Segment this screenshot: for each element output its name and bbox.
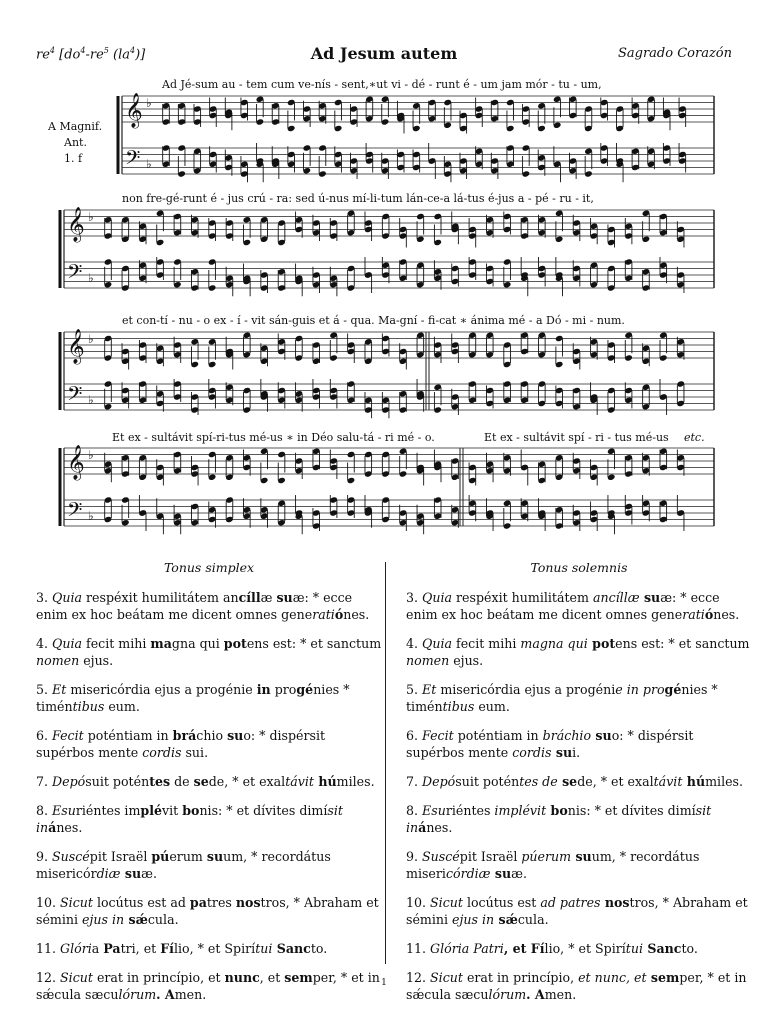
verse-text: nes.	[713, 607, 740, 622]
tonus-solemnis-heading: Tonus solemnis	[530, 560, 628, 575]
verse	[406, 940, 752, 957]
verse-text: su	[276, 590, 293, 605]
verse	[36, 589, 382, 623]
verse-text: su	[120, 866, 142, 881]
verse-text: tibus	[72, 699, 105, 714]
verse-number: 10.	[36, 895, 57, 910]
verse-text: córdiæ	[445, 866, 491, 881]
verse-text: ejus.	[79, 653, 114, 668]
verse-text: et nunc, et	[578, 970, 647, 985]
verse-number: 6.	[36, 728, 49, 743]
verse-list	[36, 589, 382, 1003]
verse-text: su	[227, 728, 244, 743]
verse-text: respéxit humilitátem an	[82, 590, 239, 605]
system2-lyrics: non fre-gé-runt é - jus crú - ra: sed ú-nus mí-li-tum lán-ce-a lá-tus é-jus a - pé - ru - it,	[122, 192, 594, 205]
verse-text: pit Israël	[89, 849, 152, 864]
verse	[406, 727, 752, 761]
verse-text: nies * timén	[406, 682, 718, 714]
verse-text: erum	[169, 849, 207, 864]
verse-text: Glória	[430, 941, 470, 956]
clef-icon: 𝄞	[67, 329, 85, 364]
verse-text: tui	[625, 941, 643, 956]
verse-text: lio, * et Spirí	[173, 941, 256, 956]
verse	[406, 681, 752, 715]
verse-text: vit	[162, 803, 183, 818]
verse	[406, 773, 752, 790]
verse-text: , et Fí	[503, 941, 545, 956]
verse-text: nunc	[224, 970, 260, 985]
clef-icon: ♭	[146, 96, 152, 110]
verse-text: diæ	[96, 866, 121, 881]
verse-text: . A	[156, 987, 175, 1002]
verse-text: se	[193, 774, 209, 789]
verse-number: 9.	[36, 849, 49, 864]
verse-text: tibus	[442, 699, 475, 714]
verse-text: hú	[313, 774, 337, 789]
verse-text: Sanc	[272, 941, 311, 956]
verse-text: nes.	[343, 607, 370, 622]
page-number: 1	[381, 978, 387, 988]
verse-text: . A	[526, 987, 545, 1002]
clef-icon: ♭	[88, 393, 94, 407]
verse-text: pú	[151, 849, 170, 864]
tonus-simplex-column	[36, 560, 382, 1015]
verse-text: riéntes im	[75, 803, 141, 818]
verse-text: tes de	[519, 774, 558, 789]
verse-text: ens est: * et sanctum	[246, 636, 382, 651]
tonus-solemnis-column	[406, 560, 752, 1015]
verse-text: cula.	[517, 912, 549, 927]
verse-number: 9.	[406, 849, 419, 864]
verse-number: 4.	[406, 636, 419, 651]
verse	[36, 635, 382, 669]
verse-text: o: * dispérsit supérbos mente	[36, 728, 326, 760]
verse-text: um, * recordátus misericór	[36, 849, 331, 881]
mode-indicator: $re^4$ [$do^4-re^5$ $(la^4)$]	[36, 46, 146, 63]
verse-number: 10.	[406, 895, 427, 910]
verse-text: plé	[140, 803, 162, 818]
verse-text: Depó	[422, 774, 456, 789]
verse-text: sǽ	[124, 912, 148, 927]
clef-icon: 𝄞	[67, 445, 85, 480]
clef-icon: 𝄞	[125, 93, 143, 128]
verse-text: sit in	[36, 803, 343, 835]
verse-text: poténtiam in	[453, 728, 543, 743]
verse-number: 11.	[36, 941, 57, 956]
verse-number: 11.	[406, 941, 427, 956]
verse-text: to.	[681, 941, 698, 956]
verse-number: 8.	[406, 803, 419, 818]
verse-text: eum.	[104, 699, 140, 714]
verse-text: per, * et in sǽcula sæcu	[36, 970, 380, 1002]
page-title: Ad Jesum autem	[310, 44, 458, 63]
verse-text: Fecit	[52, 728, 84, 743]
clef-icon: 𝄢	[67, 260, 83, 288]
verse-text: Quia	[52, 636, 83, 651]
verse-text: erat in princípio, et	[92, 970, 225, 985]
verse-list	[406, 589, 752, 1003]
system4-lyrics-b: Et ex - sultávit spí - ri - tus mé-us	[484, 431, 669, 444]
verse-text: lio, * et Spirí	[544, 941, 626, 956]
verse-text: i.	[572, 745, 581, 760]
page-header	[36, 44, 732, 66]
verse-text: magna qui	[520, 636, 588, 651]
verse-text: bráchio	[542, 728, 592, 743]
verse-text: fecit mihi	[452, 636, 521, 651]
verse-number: 4.	[36, 636, 49, 651]
verse	[36, 940, 382, 957]
clef-icon: ♭	[88, 509, 94, 523]
verse-text: nis: * et dívites dimí	[567, 803, 696, 818]
verse-text: locútus est	[462, 895, 541, 910]
verse-text: su	[639, 590, 661, 605]
verse-number: 12.	[406, 970, 427, 985]
verse-text: cordis	[512, 745, 552, 760]
verse-text: nomen	[406, 653, 450, 668]
verse-text: riéntes	[445, 803, 495, 818]
verse-text: sui.	[181, 745, 209, 760]
clef-icon: 𝄢	[125, 146, 141, 174]
verse-text: to.	[310, 941, 328, 956]
verse-number: 7.	[36, 774, 49, 789]
column-divider	[385, 562, 386, 964]
verse-text: Pa	[103, 941, 121, 956]
verse-text: sit in	[406, 803, 712, 835]
verse-text: um, * recordátus miseri	[406, 849, 700, 881]
source-label: Sagrado Corazón	[617, 46, 732, 61]
verse-number: 5.	[36, 682, 49, 697]
verse-text: sem	[646, 970, 680, 985]
verse-text: chio	[196, 728, 228, 743]
verse-text: nos	[235, 895, 261, 910]
verse-text: nis: * et dívites dimí	[199, 803, 328, 818]
verse	[406, 848, 752, 882]
verse-text: tes	[149, 774, 171, 789]
verse-text: cordis	[142, 745, 182, 760]
clef-icon: ♭	[88, 210, 94, 224]
system1-lyrics: Ad Jé-sum au - tem cum ve-nís - sent,∗ut vi - dé - runt é - um jam mór - tu - um,	[162, 78, 602, 91]
verse-text: su	[571, 849, 592, 864]
verse-text: de, * et exal	[577, 774, 654, 789]
verse	[406, 635, 752, 669]
verse-text: Sicut	[60, 895, 93, 910]
verse-text: Quia	[52, 590, 83, 605]
verse	[406, 894, 752, 928]
verse-text: miles.	[336, 774, 375, 789]
verse-text: bo	[182, 803, 200, 818]
verse-text: de	[170, 774, 194, 789]
verse-number: 3.	[36, 590, 49, 605]
verse-text: se	[557, 774, 578, 789]
verse-text: nes.	[56, 820, 83, 835]
verse-text: per, * et in sǽcula sæcu	[406, 970, 747, 1002]
verse-text: fecit mihi	[82, 636, 151, 651]
verse-text: in	[256, 682, 271, 697]
verse	[406, 589, 752, 623]
clef-icon: ♭	[88, 448, 94, 462]
score-label-3: 1. f	[64, 152, 83, 165]
verse-number: 7.	[406, 774, 419, 789]
verse-text: brá	[172, 728, 197, 743]
verse	[36, 848, 382, 882]
system4-lyrics-a: Et ex - sultávit spí-ri-tus mé-us ∗ in Déo salu-tá - ri mé - o.	[112, 431, 435, 444]
verse-text: erat in princípio,	[462, 970, 579, 985]
verse-text: su	[206, 849, 224, 864]
verse-text: ejus in	[82, 912, 125, 927]
verse-text: a	[91, 941, 104, 956]
system3-lyrics: et con-tí - nu - o ex - í - vit sán-guis et á - qua. Ma-gní - fi-cat ∗ ánima mé - a Dó - mi - num.	[122, 314, 625, 327]
verse-text: nies * timén	[36, 682, 350, 714]
verse-text: su	[490, 866, 512, 881]
verse-text: de, * et exal	[208, 774, 286, 789]
verse-text: nes.	[426, 820, 453, 835]
verse-text: á	[48, 820, 57, 835]
verse-text: , et	[259, 970, 285, 985]
clef-icon: ♭	[88, 332, 94, 346]
verse-text: æ: * ecce enim ex hoc beátam me dicent omnes gene	[406, 590, 720, 622]
verse-text: tros, * Abraham et sémini	[36, 895, 379, 927]
verse-text: pot	[587, 636, 616, 651]
verse-text: pro	[270, 682, 297, 697]
verse-text: gna qui	[171, 636, 224, 651]
verse-text: ancíllæ	[592, 590, 640, 605]
verse-text: su	[551, 745, 573, 760]
verse-text: Suscé	[422, 849, 460, 864]
verse-text: misericórdia ejus a progéni	[436, 682, 616, 697]
verse-text: bo	[546, 803, 568, 818]
verse-number: 3.	[406, 590, 419, 605]
verse	[36, 802, 382, 836]
verse-text: Suscé	[52, 849, 90, 864]
verse-text: rati	[312, 607, 335, 622]
verse-text: Esu	[52, 803, 76, 818]
verse	[36, 894, 382, 928]
verse-text: cula.	[147, 912, 179, 927]
verse-text: poténtiam in	[83, 728, 173, 743]
verse-text: æ.	[511, 866, 528, 881]
verse-text: á	[418, 820, 427, 835]
verse-text: æ.	[141, 866, 158, 881]
verse-number: 5.	[406, 682, 419, 697]
verse-text: su	[591, 728, 612, 743]
verse-text: Quia	[422, 590, 453, 605]
verse-text: ejus.	[449, 653, 484, 668]
verse-text: rati	[682, 607, 705, 622]
verse-text: misericórdia ejus a progénie	[66, 682, 257, 697]
verse-text: ó	[334, 607, 344, 622]
verse-text: púerum	[521, 849, 572, 864]
verse-text: Patri	[473, 941, 504, 956]
verse-number: 8.	[36, 803, 49, 818]
system4-etc: etc.	[684, 431, 705, 444]
verse-text: sǽ	[494, 912, 518, 927]
verse	[36, 681, 382, 715]
verse-text: tros, * Abraham et sémini	[406, 895, 748, 927]
verse-text: o: * dispérsit supérbos mente	[406, 728, 694, 760]
verse-text: locútus est ad	[92, 895, 190, 910]
score-label-1: A Magnif.	[48, 120, 103, 133]
verse-text: gé	[664, 682, 682, 697]
score-label-2: Ant.	[64, 136, 87, 149]
verse-text: ma	[150, 636, 172, 651]
verse-text: Sicut	[430, 895, 463, 910]
verse-text: tui	[255, 941, 273, 956]
verse-text: távit	[285, 774, 314, 789]
verse-text: pa	[189, 895, 207, 910]
verse-text: Quia	[422, 636, 453, 651]
verse-text: eum.	[474, 699, 510, 714]
verse-text: Et	[52, 682, 67, 697]
verse	[36, 773, 382, 790]
music-score	[44, 70, 724, 560]
verse-text: men.	[544, 987, 577, 1002]
verse-number: 6.	[406, 728, 419, 743]
verse-text: respéxit humilitátem	[452, 590, 593, 605]
verse-text: lórum	[488, 987, 527, 1002]
verse-text: ens est: * et sanctum	[615, 636, 750, 651]
verse-text: sem	[284, 970, 313, 985]
verse-text: miles.	[705, 774, 744, 789]
verse-number: 12.	[36, 970, 57, 985]
verse-text: ó	[704, 607, 714, 622]
verse-text: Fecit	[422, 728, 454, 743]
verse-text: implévit	[494, 803, 547, 818]
verse-text: nomen	[36, 653, 80, 668]
verse-text: pot	[223, 636, 247, 651]
verse	[36, 727, 382, 761]
verse-text: cíll	[238, 590, 261, 605]
clef-icon: ♭	[88, 271, 94, 285]
verse-text: gé	[296, 682, 314, 697]
verse-text: távit	[653, 774, 683, 789]
verse-text: e in pro	[615, 682, 665, 697]
verse-text: Depó	[52, 774, 86, 789]
verse-text: Sicut	[430, 970, 463, 985]
verse-text: tres	[206, 895, 236, 910]
verse-text: suit potén	[85, 774, 150, 789]
verse-text: men.	[174, 987, 207, 1002]
clef-icon: 𝄞	[67, 207, 85, 242]
verse-text: lórum	[118, 987, 157, 1002]
verse-text: æ: * ecce enim ex hoc beátam me dicent omnes gene	[36, 590, 353, 622]
verse-text: Sanc	[642, 941, 682, 956]
verse-text: pit Israël	[459, 849, 522, 864]
clef-icon: 𝄢	[67, 382, 83, 410]
verse-text: hú	[682, 774, 706, 789]
verse-text: Fí	[160, 941, 174, 956]
clef-icon: 𝄢	[67, 498, 83, 526]
verse-text: suit potén	[455, 774, 520, 789]
verse	[406, 802, 752, 836]
verse-text: Et	[422, 682, 437, 697]
clef-icon: ♭	[146, 157, 152, 171]
verse-text: Glóri	[60, 941, 92, 956]
verse-text: ejus in	[452, 912, 495, 927]
verse-text: Sicut	[60, 970, 93, 985]
verse-text: ad patres	[540, 895, 601, 910]
tonus-simplex-heading: Tonus simplex	[163, 560, 255, 575]
verse-text: nos	[600, 895, 630, 910]
verse-text: Esu	[422, 803, 446, 818]
verse-text: tri, et	[120, 941, 161, 956]
verse-text: æ	[260, 590, 277, 605]
